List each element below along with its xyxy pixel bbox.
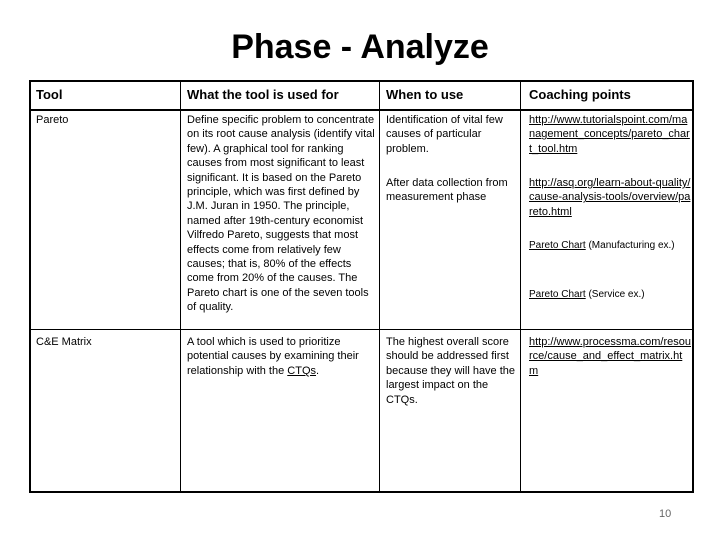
page-number: 10 [659, 508, 672, 520]
pareto-chart-service-item [529, 288, 691, 301]
cell-when-pareto-2: After data collection from measurement phase [386, 177, 508, 204]
row-divider [29, 329, 694, 330]
pareto-chart-service-note: (Service ex.) [585, 289, 645, 300]
link-ctqs[interactable]: CTQs [287, 364, 317, 377]
cell-purpose-pareto: Define specific problem to concentrate on its root cause analysis (identify vital few). A graphical tool for ranking causes from most significant to least significant. It is based on the Pareto principle, which was first defined by J.M. Juran in 1950. The principle, named after 19th-century economist Vilfredo Pareto, suggests that most effects come from relatively few causes; that is, 80% of the effects come from 20% of the causes. The Pareto chart is one of the seven tools of quality. [187, 114, 375, 314]
link-asq-pareto[interactable]: http://asq.org/learn-about-quality/cause-analysis-tools/overview/pareto.html [529, 177, 691, 218]
link-processma-ce-matrix[interactable]: http://www.processma.com/resource/cause_and_effect_matrix.htm [529, 336, 692, 377]
link-pareto-chart-manufacturing[interactable]: Pareto Chart [529, 240, 586, 251]
cell-when-pareto-1: Identification of vital few causes of particular problem. [386, 114, 503, 155]
link-pareto-chart-service[interactable]: Pareto Chart [529, 289, 586, 300]
purpose-period: . [316, 364, 320, 377]
cell-tool-pareto: Pareto [36, 114, 69, 126]
pareto-chart-manufacturing-item [529, 239, 691, 252]
header-when: When to use [386, 87, 464, 102]
header-tool: Tool [36, 87, 63, 102]
column-divider [520, 80, 521, 493]
cell-purpose-ce-matrix [187, 335, 376, 378]
link-tutorialspoint-pareto[interactable]: http://www.tutorialspoint.com/management_concepts/pareto_chart_tool.htm [529, 114, 690, 155]
column-divider [180, 80, 181, 493]
cell-when-ce-matrix: The highest overall score should be addressed first because they will have the largest impact on the CTQs. [386, 336, 516, 406]
header-coaching: Coaching points [529, 87, 631, 102]
cell-tool-ce-matrix: C&E Matrix [36, 336, 92, 348]
header-purpose: What the tool is used for [187, 87, 339, 102]
column-divider [379, 80, 380, 493]
page-title: Phase - Analyze [231, 28, 489, 66]
header-divider [29, 109, 694, 111]
purpose-text: A tool which is used to prioritize potential causes by examining their relationship with the [187, 336, 359, 377]
pareto-chart-manufacturing-note: (Manufacturing ex.) [585, 240, 675, 251]
